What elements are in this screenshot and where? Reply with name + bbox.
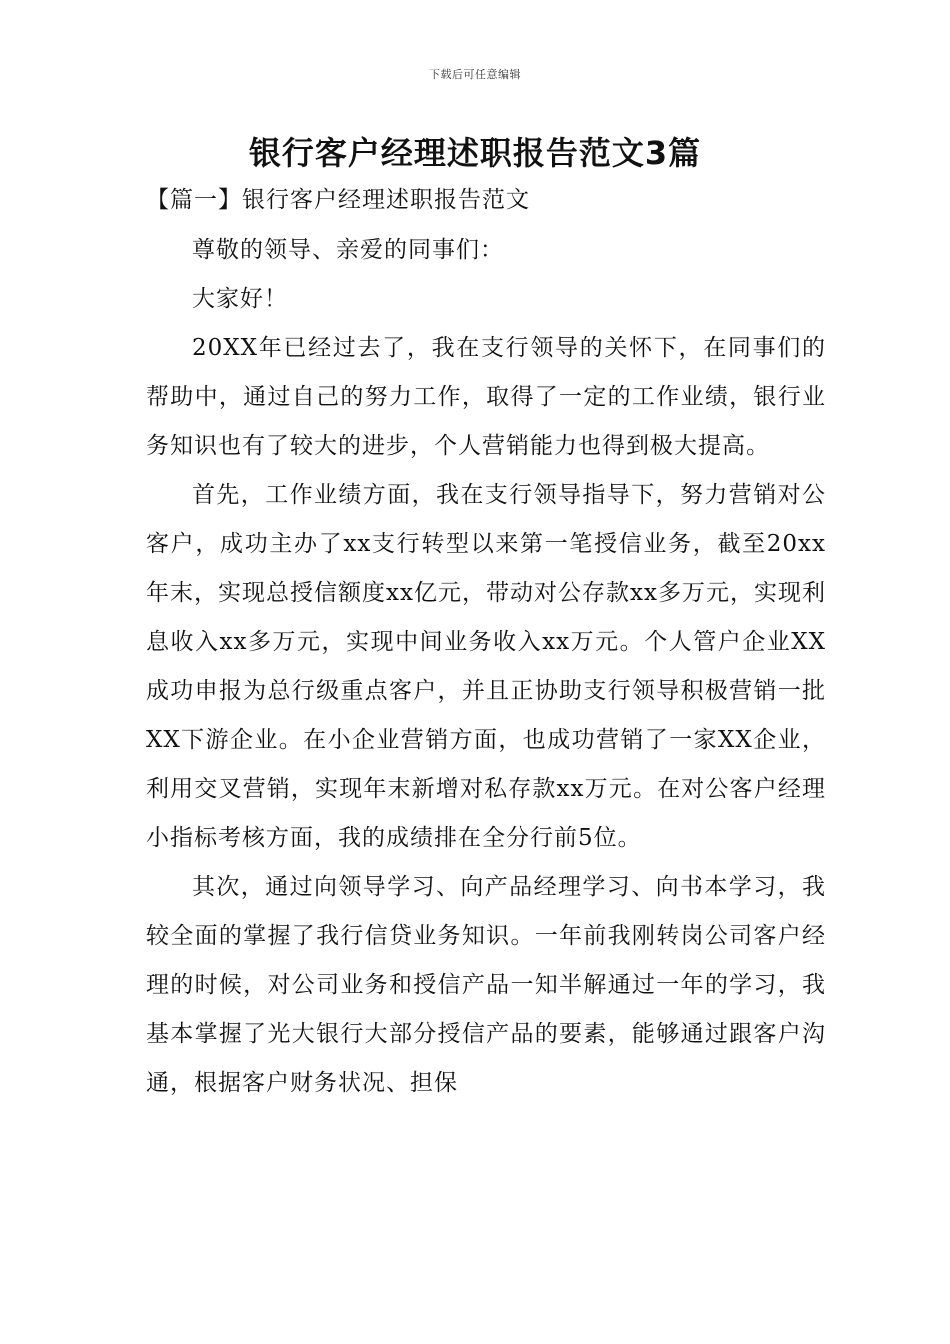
document-title: 银行客户经理述职报告范文3篇 bbox=[248, 134, 702, 172]
section-heading: 【篇一】银行客户经理述职报告范文 bbox=[146, 187, 530, 213]
learning-paragraph: 其次，通过向领导学习、向产品经理学习、向书本学习，我较全面的掌握了我行信贷业务知识。一年前我刚转岗公司客户经理的时候，对公司业务和授信产品一知半解通过一年的学习，我基本掌握了光大银行大部分授信产品的要素，能够通过跟客户沟通，根据客户财务状况、担保 bbox=[146, 874, 826, 1096]
performance-paragraph: 首先，工作业绩方面，我在支行领导指导下，努力营销对公客户，成功主办了xx支行转型以来第一笔授信业务，截至20xx年末，实现总授信额度xx亿元，带动对公存款xx多万元，实现利息收入xx多万元，实现中间业务收入xx万元。个人管户企业XX成功申报为总行级重点客户，并且正协助支行领导积极营销一批XX下游企业。在小企业营销方面，也成功营销了一家XX企业，利用交叉营销，实现年末新增对私存款xx万元。在对公客户经理小指标考核方面，我的成绩排在全分行前5位。 bbox=[146, 482, 826, 851]
greeting-paragraph: 大家好！ bbox=[192, 286, 288, 312]
intro-paragraph: 20XX年已经过去了，我在支行领导的关怀下，在同事们的帮助中，通过自己的努力工作，取得了一定的工作业绩，银行业务知识也有了较大的进步，个人营销能力也得到极大提高。 bbox=[146, 335, 826, 459]
document-body bbox=[146, 226, 826, 1108]
salutation-paragraph: 尊敬的领导、亲爱的同事们： bbox=[192, 237, 504, 263]
header-note: 下载后可任意编辑 bbox=[429, 68, 521, 81]
